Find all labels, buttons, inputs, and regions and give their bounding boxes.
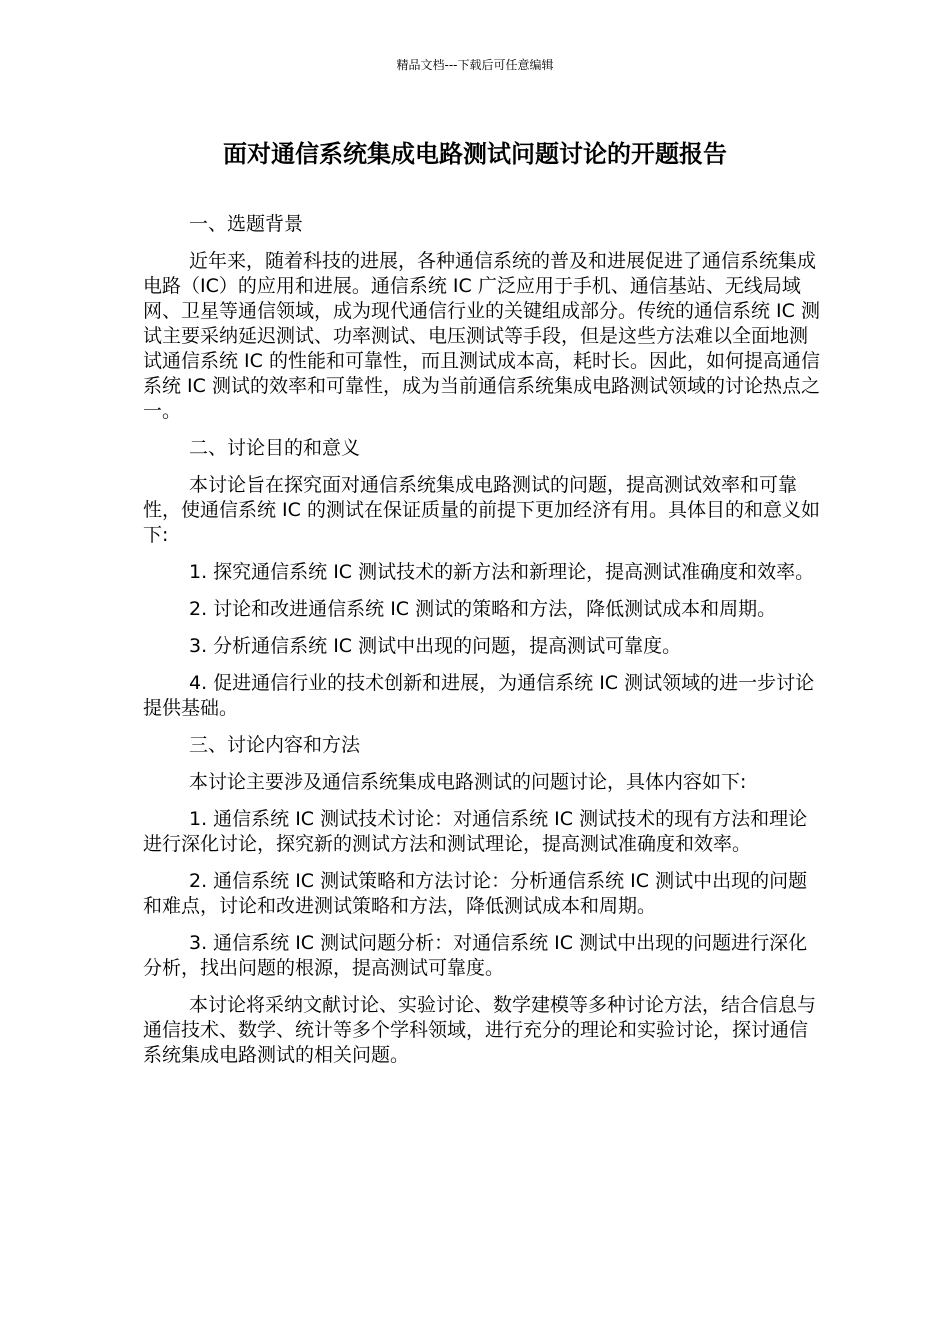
document-title: 面对通信系统集成电路测试问题讨论的开题报告	[223, 140, 727, 168]
list-item-content-1: 1. 通信系统 IC 测试技术讨论：对通信系统 IC 测试技术的现有方法和理论进行深化讨论，探究新的测试方法和测试理论，提高测试准确度和效率。	[143, 808, 808, 855]
list-item-purpose-4: 4. 促进通信行业的技术创新和进展，为通信系统 IC 测试领域的进一步讨论提供基础。	[143, 672, 815, 719]
section-heading-content: 三、讨论内容和方法	[189, 734, 361, 756]
paragraph-background: 近年来，随着科技的进展，各种通信系统的普及和进展促进了通信系统集成电路（IC）的应用和进展。通信系统 IC 广泛应用于手机、通信基站、无线局域网、卫星等通信领域，成为现代通信行业的关键组成部分。传统的通信系统 IC 测试主要采纳延迟测试、功率测试、电压测试等手段，但是这些方法难以全面地测试通信系统 IC 的性能和可靠性，而且测试成本高，耗时长。因此，如何提高通信系统 IC 测试的效率和可靠性，成为当前通信系统集成电路测试领域的讨论热点之一。	[143, 250, 820, 422]
list-item-purpose-3: 3. 分析通信系统 IC 测试中出现的问题，提高测试可靠度。	[189, 635, 682, 657]
document-body	[143, 212, 823, 1080]
list-item-content-2: 2. 通信系统 IC 测试策略和方法讨论：分析通信系统 IC 测试中出现的问题和难点，讨论和改进测试策略和方法，降低测试成本和周期。	[143, 870, 808, 917]
list-item-purpose-1: 1. 探究通信系统 IC 测试技术的新方法和新理论，提高测试准确度和效率。	[189, 561, 815, 583]
paragraph-content-intro: 本讨论主要涉及通信系统集成电路测试的问题讨论，具体内容如下:	[189, 771, 747, 793]
section-heading-background: 一、选题背景	[189, 213, 304, 235]
list-item-content-3: 3. 通信系统 IC 测试问题分析：对通信系统 IC 测试中出现的问题进行深化分析，找出问题的根源，提高测试可靠度。	[143, 932, 808, 979]
paragraph-purpose-intro: 本讨论旨在探究面对通信系统集成电路测试的问题，提高测试效率和可靠性，使通信系统 IC 的测试在保证质量的前提下更加经济有用。具体目的和意义如下:	[143, 474, 820, 546]
paragraph-methods: 本讨论将采纳文献讨论、实验讨论、数学建模等多种讨论方法，结合信息与通信技术、数学、统计等多个学科领域，进行充分的理论和实验讨论，探讨通信系统集成电路测试的相关问题。	[143, 994, 817, 1066]
header-note: 精品文档---下载后可任意编辑	[396, 58, 554, 72]
section-heading-purpose: 二、讨论目的和意义	[189, 437, 361, 459]
list-item-purpose-2: 2. 讨论和改进通信系统 IC 测试的策略和方法，降低测试成本和周期。	[189, 598, 777, 620]
